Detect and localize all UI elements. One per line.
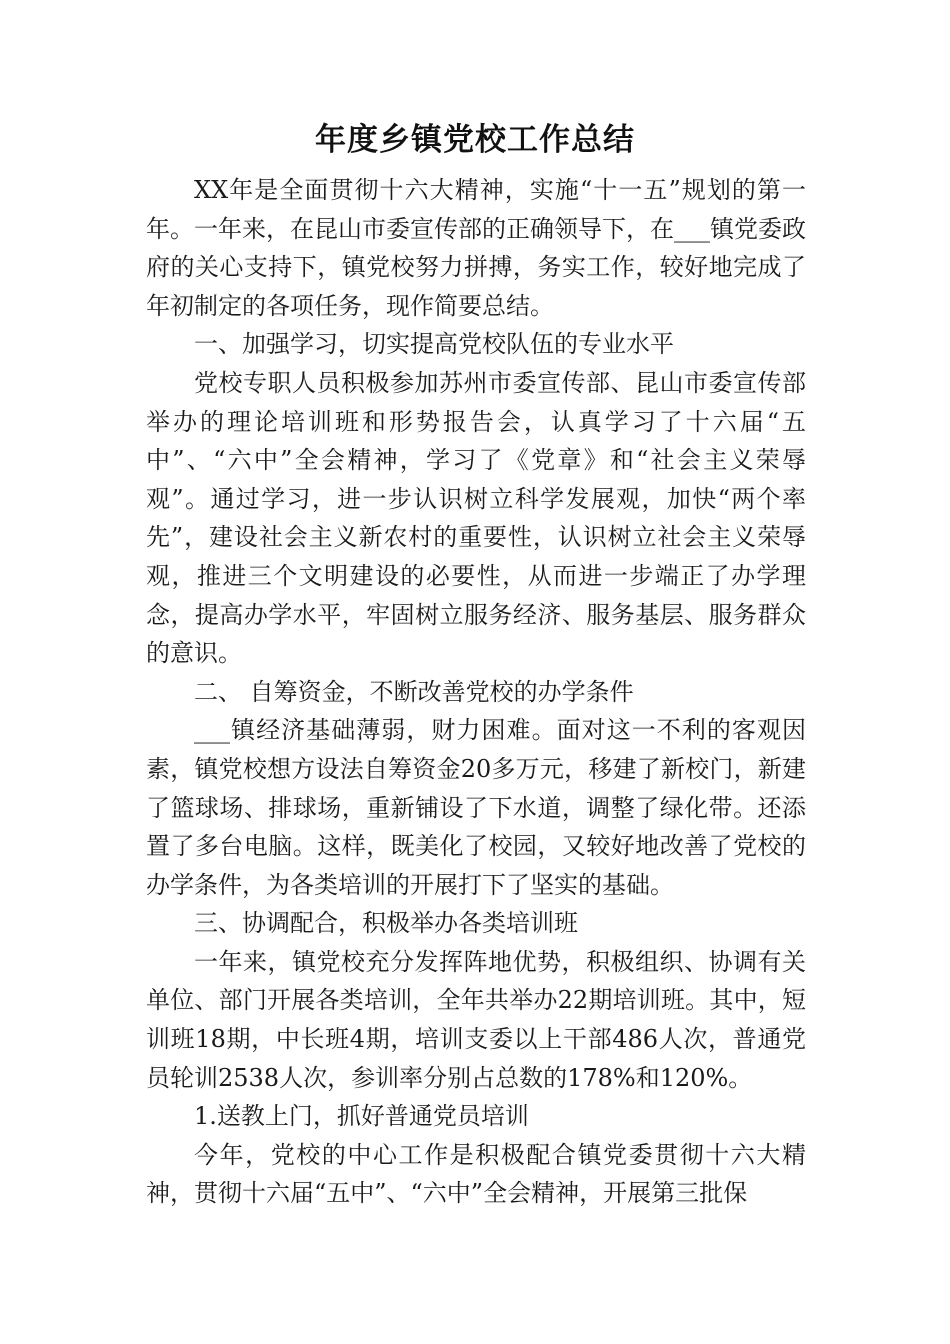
section-2-paragraph: ___镇经济基础薄弱，财力困难。面对这一不利的客观因素，镇党校想方设法自筹资金20多万元，移建了新校门，新建了篮球场、排球场，重新铺设了下水道，调整了绿化带。还添置了多台电脑。这样，既美化了校园，又较好地改善了党校的办学条件，为各类培训的开展打下了坚实的基础。 <box>146 716 806 899</box>
subsection-1-paragraph: 今年，党校的中心工作是积极配合镇党委贯彻十六大精神，贯彻十六届“五中”、“六中”全会精神，开展第三批保 <box>146 1140 806 1208</box>
section-heading-3: 三、协调配合，积极举办各类培训班 <box>194 909 578 938</box>
section-1-paragraph: 党校专职人员积极参加苏州市委宣传部、昆山市委宣传部举办的理论培训班和形势报告会，认真学习了十六届“五中”、“六中”全会精神，学习了《党章》和“社会主义荣辱观”。通过学习，进一步认识树立科学发展观，加快“两个率先”，建设社会主义新农村的重要性，认识树立社会主义荣辱观，推进三个文明建设的必要性，从而进一步端正了办学理念，提高办学水平，牢固树立服务经济、服务基层、服务群众的意识。 <box>146 368 806 668</box>
section-heading-2: 二、 自筹资金，不断改善党校的办学条件 <box>194 677 634 706</box>
section-heading-1: 一、加强学习，切实提高党校队伍的专业水平 <box>194 330 674 359</box>
document-body <box>146 171 806 1213</box>
subsection-heading-1: 1.送教上门，抓好普通党员培训 <box>194 1102 529 1131</box>
intro-paragraph: XX年是全面贯彻十六大精神，实施“十一五”规划的第一年。一年来，在昆山市委宣传部的正确领导下，在___镇党委政府的关心支持下，镇党校努力拼搏，务实工作，较好地完成了年初制定的各项任务，现作简要总结。 <box>146 176 806 320</box>
document-title: 年度乡镇党校工作总结 <box>315 122 635 158</box>
section-3-paragraph: 一年来，镇党校充分发挥阵地优势，积极组织、协调有关单位、部门开展各类培训，全年共举办22期培训班。其中，短训班18期，中长班4期，培训支委以上干部486人次，普通党员轮训2538人次，参训率分别占总数的178%和120%。 <box>146 947 806 1092</box>
